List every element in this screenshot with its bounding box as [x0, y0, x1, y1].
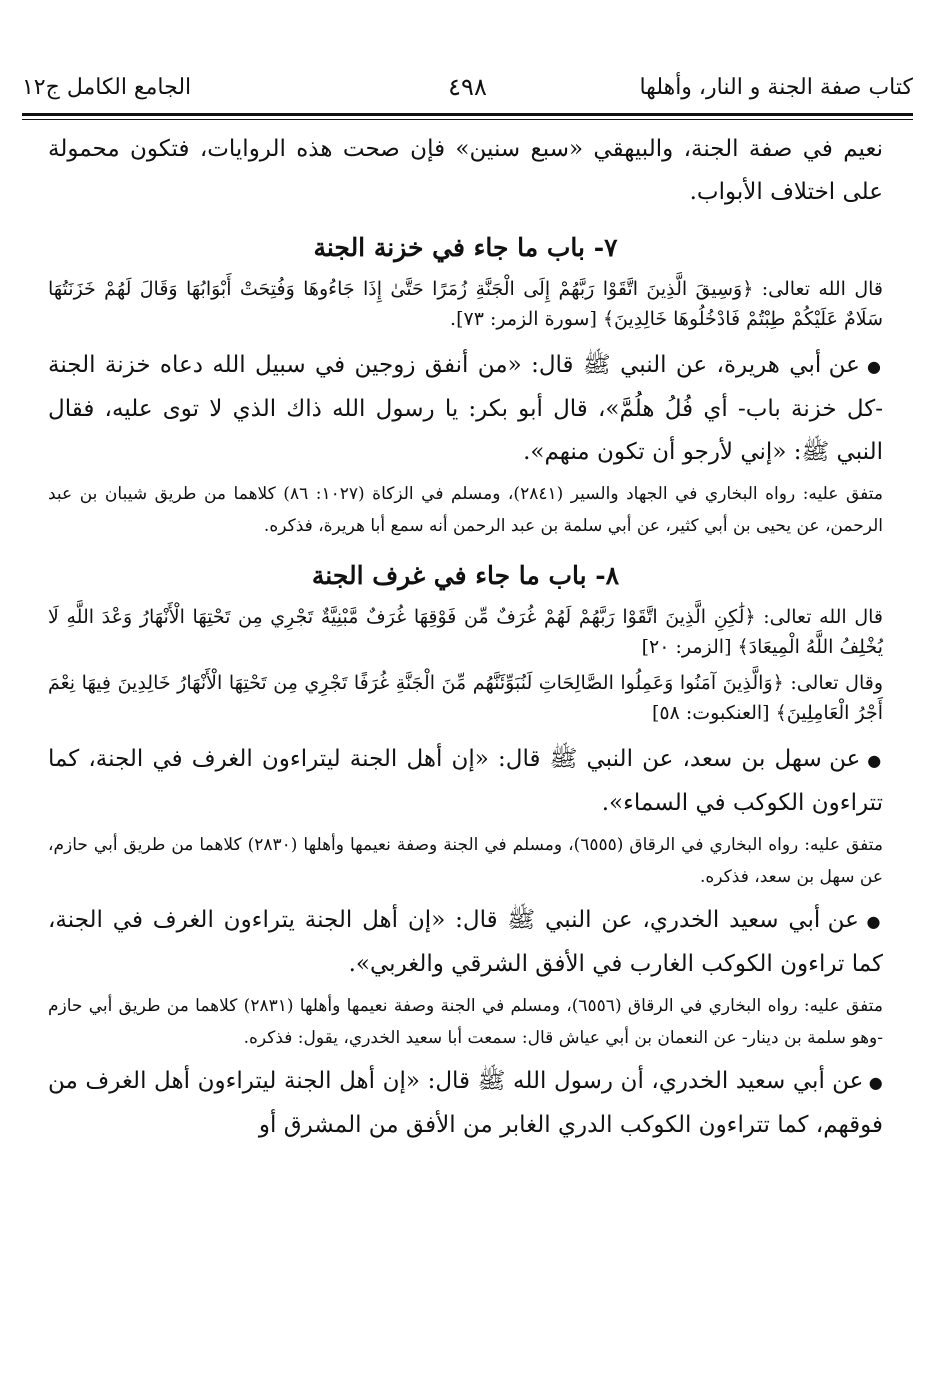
takhrij-note: متفق عليه: رواه البخاري في الرقاق (٦٥٥٦)، ومسلم في الجنة وصفة نعيمها وأهلها (٢٨٣١) كلاهما من طريق أبي حازم -وهو سلمة بن دينار- عن النعمان بن أبي عياش قال: سمعت أبا سعيد الخدري، يقول: فذكره.: [48, 996, 884, 1048]
hadith-paragraph: ● عن سهل بن سعد، عن النبي ﷺ قال: «إن أهل الجنة ليتراءون الغرف في الجنة، كما تتراءون الكوكب في السماء».: [48, 738, 883, 825]
quran-verse: قال الله تعالى: ﴿وَسِيقَ الَّذِينَ اتَّقَوْا رَبَّهُمْ إِلَى الْجَنَّةِ زُمَرًا حَتَّىٰ إِذَا جَاءُوهَا وَفُتِحَتْ أَبْوَابُهَا وَقَالَ لَهُمْ خَزَنَتُهَا سَلَامٌ عَلَيْكُمْ طِبْتُمْ فَادْخُلُوهَا خَالِدِينَ﴾ [سورة الزمر: ٧٣].: [48, 278, 883, 330]
quran-verse: قال الله تعالى: ﴿لَٰكِنِ الَّذِينَ اتَّقَوْا رَبَّهُمْ لَهُمْ غُرَفٌ مِّن فَوْقِهَا غُرَفٌ مَّبْنِيَّةٌ تَجْرِي مِن تَحْتِهَا الْأَنْهَارُ وَعْدَ اللَّهِ لَا يُخْلِفُ اللَّهُ الْمِيعَادَ﴾ [الزمر: ٢٠]: [48, 606, 883, 658]
hadith-paragraph: ● عن أبي هريرة، عن النبي ﷺ قال: «من أنفق زوجين في سبيل الله دعاه خزنة الجنة -كل خزنة باب- أي فُلُ هلُمَّ»، قال أبو بكر: يا رسول الله ذاك الذي لا توى عليه، فقال النبي ﷺ: «إني لأرجو أن تكون منهم».: [48, 344, 883, 474]
book-title: كتاب صفة الجنة و النار، وأهلها: [639, 74, 913, 100]
takhrij-note: متفق عليه: رواه البخاري في الرقاق (٦٥٥٥)، ومسلم في الجنة وصفة نعيمها وأهلها (٢٨٣٠) كلاهما من طريق أبي حازم، عن سهل بن سعد، فذكره.: [48, 835, 884, 887]
quran-verse: وقال تعالى: ﴿وَالَّذِينَ آمَنُوا وَعَمِلُوا الصَّالِحَاتِ لَنُبَوِّئَنَّهُم مِّنَ الْجَنَّةِ غُرَفًا تَجْرِي مِن تَحْتِهَا الْأَنْهَارُ خَالِدِينَ فِيهَا نِعْمَ أَجْرُ الْعَامِلِينَ﴾ [العنكبوت: ٥٨]: [48, 672, 883, 724]
chapter-8-title: ٨- باب ما جاء في غرف الجنة: [311, 561, 620, 590]
main-text: [48, 128, 883, 1147]
header-rule-thick: [22, 113, 913, 116]
page-number: ٤٩٨: [448, 73, 487, 101]
chapter-7-title: ٧- باب ما جاء في خزنة الجنة: [313, 233, 618, 262]
takhrij-note: متفق عليه: رواه البخاري في الجهاد والسير (٢٨٤١)، ومسلم في الزكاة (١٠٢٧: ٨٦) كلاهما من طريق شيبان بن عبد الرحمن، عن يحيى بن أبي كثير، عن أبي سلمة بن عبد الرحمن أنه سمع أبا هريرة، فذكره.: [48, 484, 883, 536]
hadith-paragraph: ● عن أبي سعيد الخدري، أن رسول الله ﷺ قال: «إن أهل الجنة ليتراءون أهل الغرف من فوقهم، كما تتراءون الكوكب الدري الغابر من الأفق من المشرق أو: [48, 1060, 883, 1147]
volume-label: الجامع الكامل ج١٢: [21, 74, 192, 100]
running-header: [22, 62, 913, 112]
intro-paragraph: نعيم في صفة الجنة، والبيهقي «سبع سنين» فإن صحت هذه الروايات، فتكون محمولة على اختلاف الأبواب.: [48, 136, 883, 205]
hadith-paragraph: ● عن أبي سعيد الخدري، عن النبي ﷺ قال: «إن أهل الجنة يتراءون الغرف في الجنة، كما تراءون الكوكب الغارب في الأفق الشرقي والغربي».: [48, 899, 883, 986]
header-rule-thin: [22, 119, 913, 120]
